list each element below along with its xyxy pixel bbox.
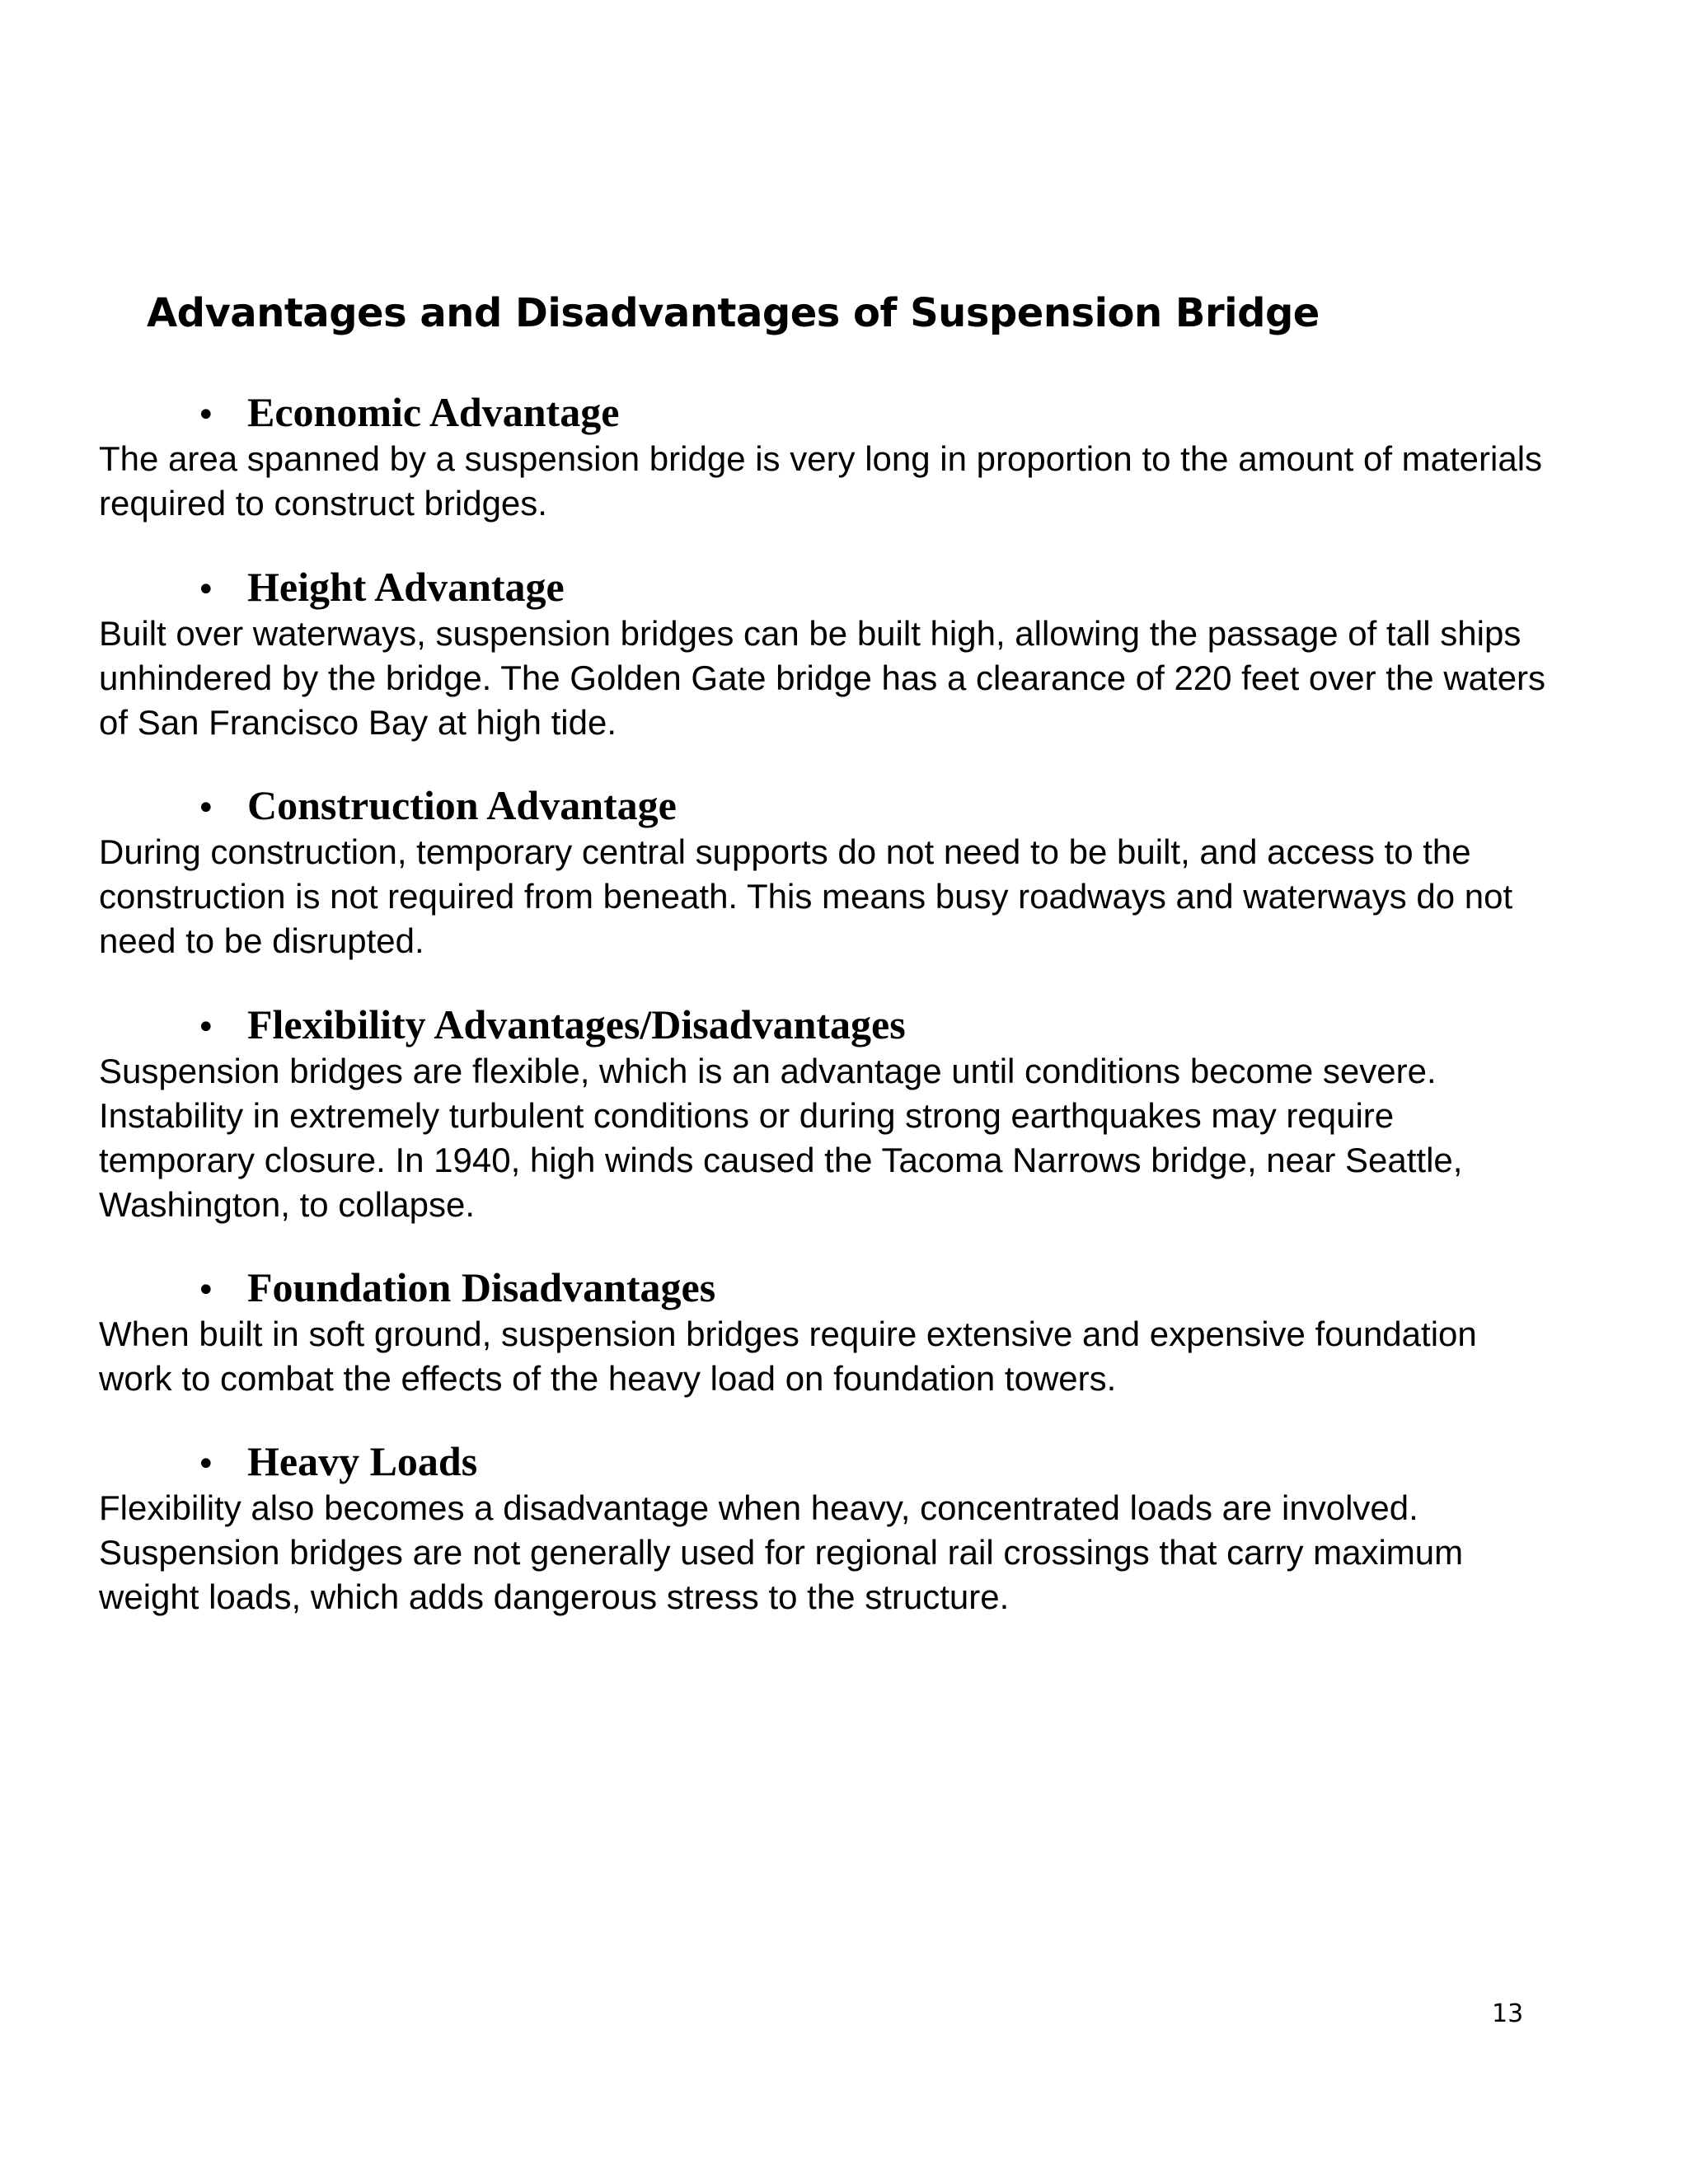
section-economic-advantage — [99, 387, 1550, 526]
section-heading-text: Economic Advantage — [247, 389, 620, 435]
section-heading — [99, 780, 1550, 830]
section-heading — [99, 387, 1550, 437]
bullet-icon: • — [196, 571, 216, 609]
bullet-icon: • — [196, 1446, 216, 1483]
section-heading-text: Flexibility Advantages/Disadvantages — [247, 1001, 906, 1047]
section-body: The area spanned by a suspension bridge is very long in proportion to the amount of materials required to construct bridges. — [99, 439, 1543, 523]
section-body: Flexibility also becomes a disadvantage when heavy, concentrated loads are involved. Suspension bridges are not generally used for regional rail crossings that carry maximum weight loads, which adds dangerous stress to the structure. — [99, 1488, 1464, 1616]
section-body: When built in soft ground, suspension bridges require extensive and expensive foundation work to combat the effects of the heavy load on foundation towers. — [99, 1315, 1477, 1398]
section-heading-text: Foundation Disadvantages — [247, 1264, 716, 1310]
section-height-advantage — [99, 562, 1550, 745]
bullet-icon: • — [196, 790, 216, 827]
page-number: 13 — [1492, 1999, 1524, 2028]
section-heading — [99, 1263, 1550, 1312]
section-heading-text: Construction Advantage — [247, 782, 677, 828]
section-body: During construction, temporary central supports do not need to be built, and access to the construction is not required from beneath. This means busy roadways and waterways do not need to be disrupted. — [99, 832, 1513, 960]
section-body: Built over waterways, suspension bridges can be built high, allowing the passage of tall ships unhindered by the bridge. The Golden Gate bridge has a clearance of 220 feet over the waters of San Francisco Bay at high tide. — [99, 614, 1546, 742]
section-heading — [99, 562, 1550, 612]
section-heading — [99, 1000, 1550, 1049]
section-heading-text: Height Advantage — [247, 564, 565, 610]
section-heavy-loads — [99, 1436, 1550, 1619]
bullet-icon: • — [196, 1272, 216, 1310]
bullet-icon: • — [196, 1009, 216, 1047]
section-foundation-disadvantages — [99, 1263, 1550, 1401]
bullet-icon: • — [196, 396, 216, 434]
section-heading — [99, 1436, 1550, 1486]
section-body: Suspension bridges are flexible, which is an advantage until conditions become severe. Instability in extremely turbulent conditions or during strong earthquakes may require temporary closure. In 1940, high winds caused the Tacoma Narrows bridge, near Seattle, Washington, to collapse. — [99, 1052, 1463, 1224]
page-title: Advantages and Disadvantages of Suspension Bridge — [147, 290, 1320, 336]
section-heading-text: Heavy Loads — [247, 1438, 478, 1484]
section-construction-advantage — [99, 780, 1550, 963]
section-flexibility — [99, 1000, 1550, 1227]
